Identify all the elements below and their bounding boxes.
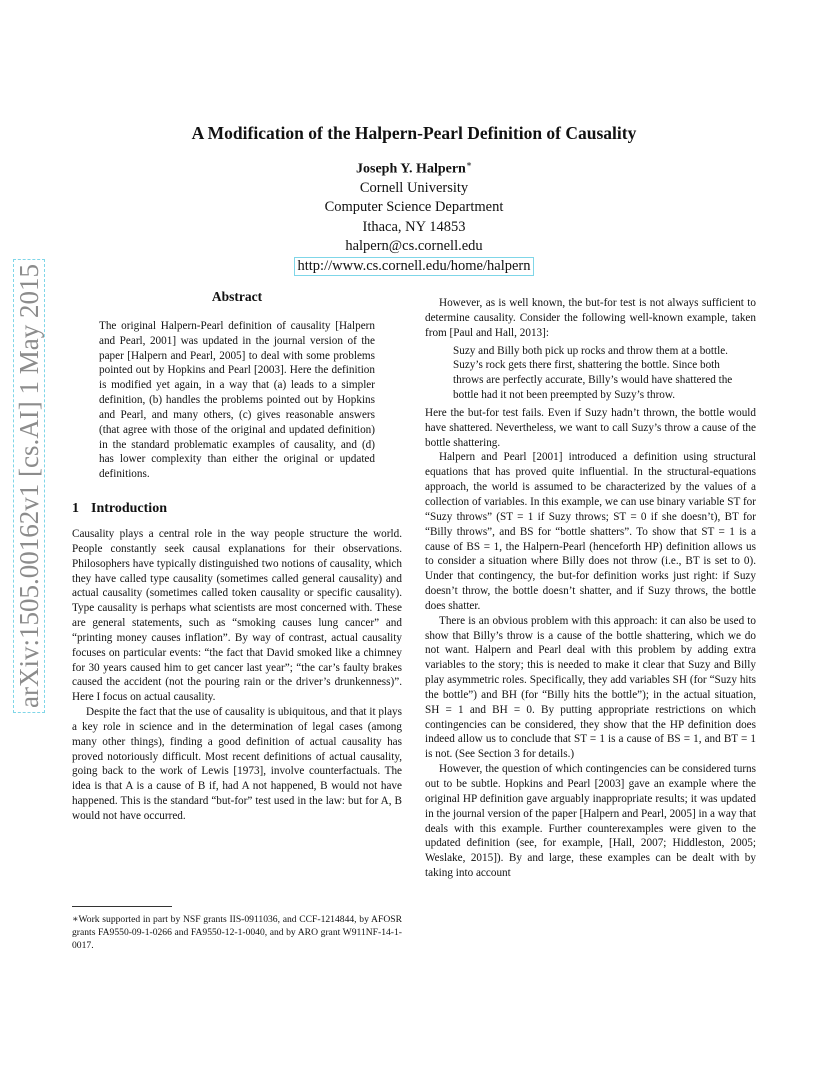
example-quote: Suzy and Billy both pick up rocks and throw them at a bottle. Suzy’s rock gets there first, shattering the bottle. Since both throws are perfectly accurate, Billy’s would have shattered the bottle had it not been preempted by Suzy’s throw. [453, 344, 733, 402]
affiliation-address: Ithaca, NY 14853 [362, 218, 466, 235]
right-column [425, 296, 756, 881]
abstract-heading: Abstract [211, 289, 263, 304]
author-homepage-link[interactable]: http://www.cs.cornell.edu/home/halpern [294, 257, 533, 276]
author-email: halpern@cs.cornell.edu [345, 238, 483, 255]
section-number: 1 [72, 501, 79, 517]
author-line [0, 155, 828, 179]
intro-paragraph-7: However, the question of which contingencies can be considered turns out to be subtle. Hopkins and Pearl [2003] gave an example where the original HP definition gave arguably inappropriate results; it was updated in the journal version of the paper [Halpern and Pearl, 2005] in a way that deals with this example. Further counterexamples were given to the updated definition (see, for example, [Hall, 2007; Hiddleston, 2005; Weslake, 2015]). By and large, these examples can be dealt with by taking into account [425, 763, 756, 880]
affiliation-department: Computer Science Department [324, 199, 504, 216]
footnote-rule [72, 906, 172, 907]
intro-paragraph-5: Halpern and Pearl [2001] introduced a definition using structural equations that has proved quite influential. In the structural-equations approach, the world is assumed to be characterized by the values of a collection of variables. In this example, we can use binary variable ST for “Suzy throws” (ST = 1 if Suzy throws; ST = 0 if she doesn’t), BT for “Billy throws”, and BS for “bottle shatters”. To show that ST = 1 is a cause of BS = 1, the Halpern-Pearl (henceforth HP) definition allows us to consider a situation where Billy does not throw (i.e., BT is set to 0). Under that contingency, the but-for definition works just right: if Suzy doesn’t throw, the bottle doesn’t shatter, and if Suzy throws, the bottle does shatter. [425, 451, 756, 612]
intro-paragraph-3: However, as is well known, the but-for test is not always sufficient to determine causality. Consider the following well-known example, taken from [Paul and Hall, 2013]: [425, 297, 756, 339]
affiliation-university: Cornell University [359, 179, 469, 196]
author-footnote-mark[interactable]: ∗ [465, 159, 472, 169]
arxiv-stamp-text[interactable]: arXiv:1505.00162v1 [cs.AI] 1 May 2015 [13, 259, 45, 713]
footnote-text: ∗Work supported in part by NSF grants IIS-0911036, and CCF-1214844, by AFOSR grants FA9550-09-1-0266 and FA9550-12-1-0040, and by ARO grant W911NF-14-1-0017. [72, 914, 402, 951]
intro-paragraph-4: Here the but-for test fails. Even if Suzy hadn’t thrown, the bottle would have shattered. Nevertheless, we want to call Suzy’s throw a cause of the bottle shattering. [425, 406, 756, 449]
arxiv-stamp [14, 262, 44, 710]
abstract-text: The original Halpern-Pearl definition of causality [Halpern and Pearl, 2001] was updated in the journal version of the paper [Halpern and Pearl, 2005] to deal with some problems pointed out by Hopkins and Pearl [2003]. Here the definition is modified yet again, in a way that (a) leads to a simpler definition, (b) handles the problems pointed out by Hopkins and Pearl, and many others, (c) gives reasonable answers (that agree with those of the original and updated definition) in the standard problematic examples of causality, and (d) has lower complexity than either the original or updated definitions. [99, 319, 375, 481]
left-column [72, 290, 402, 824]
footnote [72, 906, 402, 952]
intro-paragraph-2: Despite the fact that the use of causality is ubiquitous, and that it plays a key role in science and in the determination of legal cases (among many other things), finding a good definition of actual causality has proved notoriously difficult. Most recent definitions of actual causality, going back to the work of Lewis [1973], involve counterfactuals. The idea is that A is a cause of B if, had A not happened, B would not have happened. This is the standard “but-for” test used in the law: but for A, B would not have occurred. [72, 706, 402, 822]
author-name: Joseph Y. Halpern [356, 161, 466, 177]
section-heading [72, 502, 402, 517]
paper-header [0, 121, 828, 276]
paper-title: A Modification of the Halpern-Pearl Definition of Causality [191, 123, 637, 143]
intro-paragraph-6: There is an obvious problem with this approach: it can also be used to show that Billy’s throw is a cause of the bottle shattering, which we do not want. Halpern and Pearl deal with this problem by adding extra variables to the story; this is needed to make it clear that Suzy and Billy play asymmetric roles. Specifically, they add variables SH (for “Suzy hits the bottle”) and BH (for “Billy hits the bottle”); in the actual situation, SH = 1 and BH = 0. By putting appropriate restrictions on which contingencies can be considered, they show that the HP definition does indeed allow us to conclude that ST = 1 is a cause of BS = 1, and BT = 1 is not. (See Section 3 for details.) [425, 614, 756, 761]
section-title: Introduction [91, 501, 167, 517]
intro-paragraph-1: Causality plays a central role in the way people structure the world. People constantly seek causal explanations for their observations. Philosophers have typically distinguished two notions of causality, which they have called type causality (sometimes called general causality) and actual causality (sometimes called token causality or specific causality). Type causality is perhaps what scientists are most concerned with. These are general statements, such as “smoking causes lung cancer” and “printing money causes inflation”. By way of contrast, actual causality focuses on particular events: “the fact that David smoked like a chimney for 30 years caused him to get cancer last year”; “the car’s faulty brakes caused the accident (not the pouring rain or the driver’s drunkenness)”. Here I focus on actual causality. [72, 527, 402, 704]
